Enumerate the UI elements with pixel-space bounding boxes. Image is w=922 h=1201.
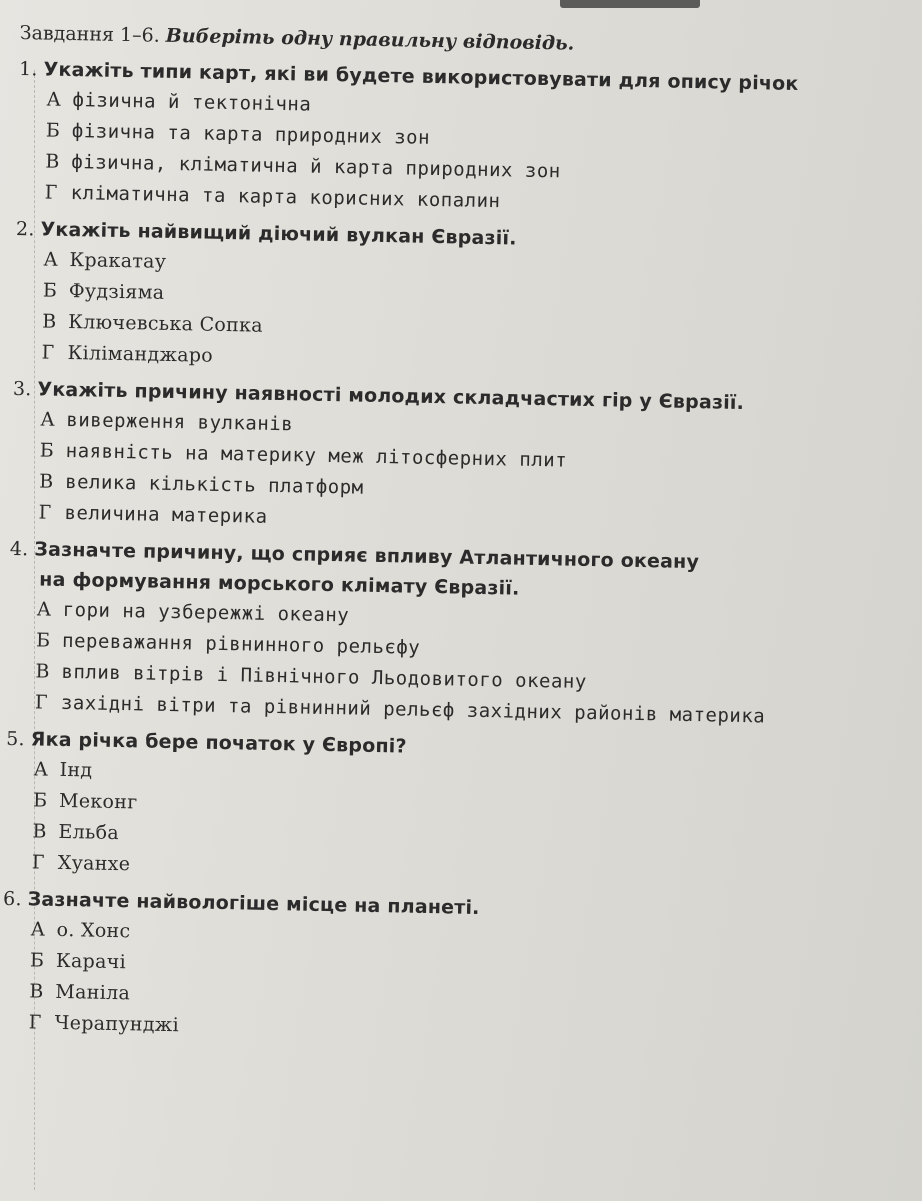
option-letter: В [29,980,44,1003]
option-text: велика кількість платформ [64,470,364,499]
option-text: переважання рівнинного рельєфу [61,629,421,659]
option-text: вплив вітрів і Північного Льодовитого океану [61,660,587,693]
option-text: Кіліманджаро [67,341,214,367]
option-text: Черапунджі [54,1011,180,1037]
question-number: 5. [6,727,25,751]
option-text: Маніла [55,980,131,1005]
option-letter: А [30,918,46,941]
option-list [13,244,915,385]
option-text: кліматична та карта корисних копалин [70,182,501,213]
option-letter: В [42,310,57,333]
option-text: Меконг [58,789,138,814]
option-letter: А [36,598,52,621]
question-text-continued: на формування морського клімату Євразії. [39,568,520,600]
question-1 [16,54,919,225]
task-header-instruction: Виберіть одну правильну відповідь. [165,24,575,55]
option-letter: В [45,150,61,173]
option-list [10,404,912,545]
option-letter: Б [42,279,58,302]
option-letter: А [46,88,62,111]
option-letter: Б [32,789,48,812]
option-letter: Г [31,851,45,874]
question-4 [7,534,910,735]
question-number: 2. [15,217,35,241]
option-letter: Г [34,691,49,714]
question-number: 1. [18,57,38,81]
option-text: гори на узбережжі океану [62,598,350,627]
question-2 [13,214,916,385]
page-content [0,22,919,1061]
option-list [0,914,902,1055]
option-list [4,754,906,895]
option-letter: В [38,470,54,493]
task-header [20,22,920,61]
option-list [7,594,909,735]
question-number: 4. [9,537,29,561]
option-text: Інд [59,758,93,782]
option-letter: Б [35,629,51,652]
option-letter: Б [29,949,45,972]
option-text: Карачі [55,949,127,974]
question-text: Зазначте найвологіше місце на планеті. [27,888,480,919]
option-letter: В [35,660,51,683]
question-text: Яка річка бере початок у Європі? [30,728,407,758]
option-text: Фудзіяма [68,279,165,304]
question-5 [4,724,907,895]
option-text: Хуанхе [57,851,131,876]
option-text: виверження вулканів [66,408,294,436]
option-text: фізична, кліматична й карта природних зон [71,151,561,183]
option-letter: Б [45,119,61,142]
option-letter: Г [44,181,59,204]
option-letter: В [32,820,47,843]
option-list [16,84,918,225]
question-text: Зазначте причину, що сприяє впливу Атлантичного океану [34,538,700,574]
option-text: Кракатау [69,248,167,273]
option-letter: А [33,758,49,781]
option-text: величина материка [64,501,268,528]
option-letter: А [40,408,56,431]
question-number: 6. [2,887,22,911]
option-text: о. Хонс [56,918,131,943]
task-header-prefix: Завдання 1–6. [19,22,160,47]
question-text: Укажіть найвищий діючий вулкан Євразії. [40,218,517,250]
question-3 [10,374,913,545]
option-letter: А [43,248,59,271]
option-text: Ключевська Сопка [68,310,264,337]
page-top-mark [560,0,700,8]
question-6 [0,884,903,1055]
option-text: наявність на материку меж літосферних плит [65,439,568,472]
option-text: фізична й тектонічна [72,89,312,116]
option-text: фізична та карта природних зон [71,120,431,149]
question-text: Укажіть типи карт, які ви будете використовувати для опису річок [43,58,799,95]
option-letter: Г [28,1011,42,1034]
option-text: Ельба [58,820,120,845]
question-number: 3. [12,377,32,401]
option-letter: Г [41,341,55,364]
question-text: Укажіть причину наявності молодих складчастих гір у Євразії. [37,378,745,414]
option-text: західні вітри та рівнинний рельєф західних районів материка [60,691,766,728]
option-letter: Г [38,501,52,524]
option-letter: Б [39,439,55,462]
